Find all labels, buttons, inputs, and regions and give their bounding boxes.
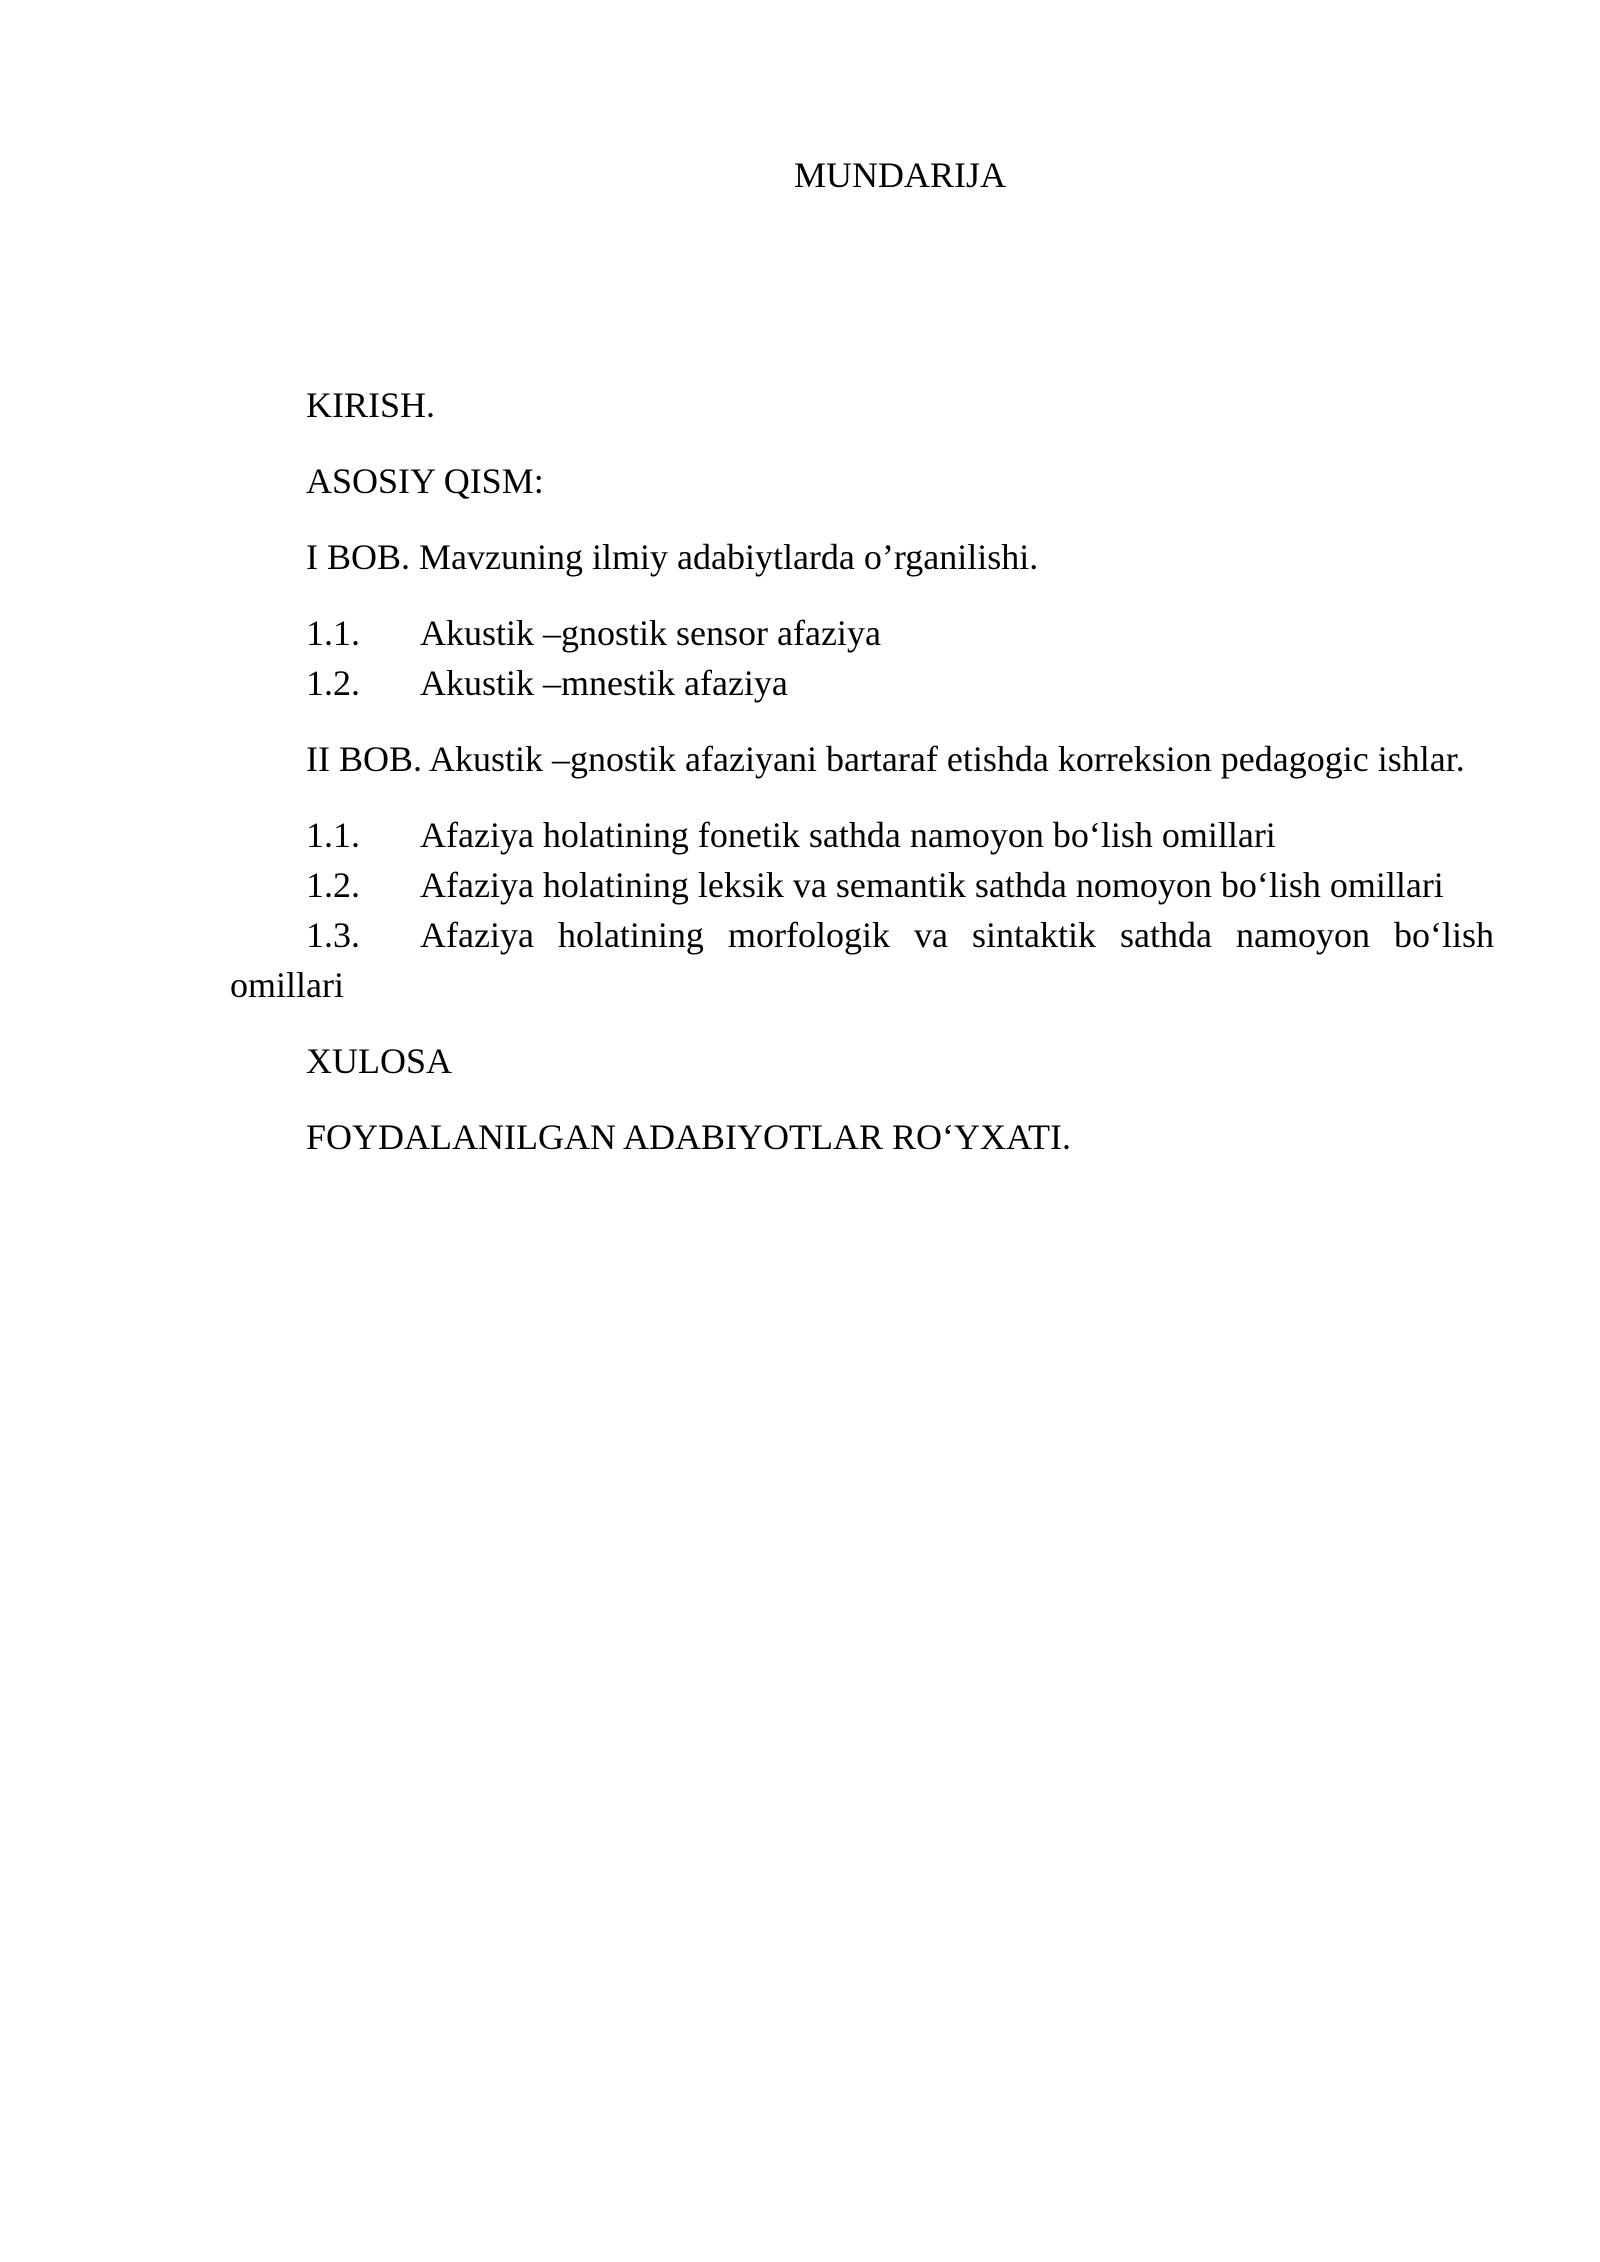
toc-subitem-number: 1.1. xyxy=(306,613,360,653)
page-title: MUNDARIJA xyxy=(793,155,1006,195)
toc-entry-asosiy-qism: ASOSIY QISM: xyxy=(306,461,544,501)
toc-subitem xyxy=(230,810,1494,860)
toc-subitem-number: 1.3. xyxy=(306,915,360,955)
toc-entry-xulosa: XULOSA xyxy=(306,1041,453,1081)
toc-chapter-2-title: II BOB. Akustik –gnostik afaziyani bartaraf etishda korreksion pedagogic ishlar. xyxy=(306,739,1465,779)
table-of-contents xyxy=(230,380,1494,1162)
toc-subitem-text: Akustik –mnestik afaziya xyxy=(420,663,788,703)
toc-entry-adabiyotlar: FOYDALANILGAN ADABIYOTLAR RO‘YXATI. xyxy=(306,1117,1071,1157)
toc-entry-kirish: KIRISH. xyxy=(306,385,436,425)
toc-subitem-text: Afaziya holatining leksik va semantik sathda nomoyon bo‘lish omillari xyxy=(420,865,1444,905)
toc-subitem-text: Akustik –gnostik sensor afaziya xyxy=(420,613,881,653)
toc-subitem-text: Afaziya holatining morfologik va sintaktik sathda namoyon bo‘lish omillari xyxy=(230,915,1494,1005)
toc-chapter-1-items xyxy=(230,608,1494,708)
toc-subitem xyxy=(230,910,1494,1010)
toc-subitem-number: 1.2. xyxy=(306,865,360,905)
toc-subitem-number: 1.2. xyxy=(306,663,360,703)
toc-subitem xyxy=(230,608,1494,658)
toc-subitem-number: 1.1. xyxy=(306,815,360,855)
toc-chapter-1-title: I BOB. Mavzuning ilmiy adabiytlarda o’rganilishi. xyxy=(306,537,1039,577)
toc-subitem-text: Afaziya holatining fonetik sathda namoyon bo‘lish omillari xyxy=(420,815,1276,855)
toc-chapter-2-items xyxy=(230,810,1494,1010)
toc-subitem xyxy=(230,658,1494,708)
toc-subitem xyxy=(230,860,1494,910)
